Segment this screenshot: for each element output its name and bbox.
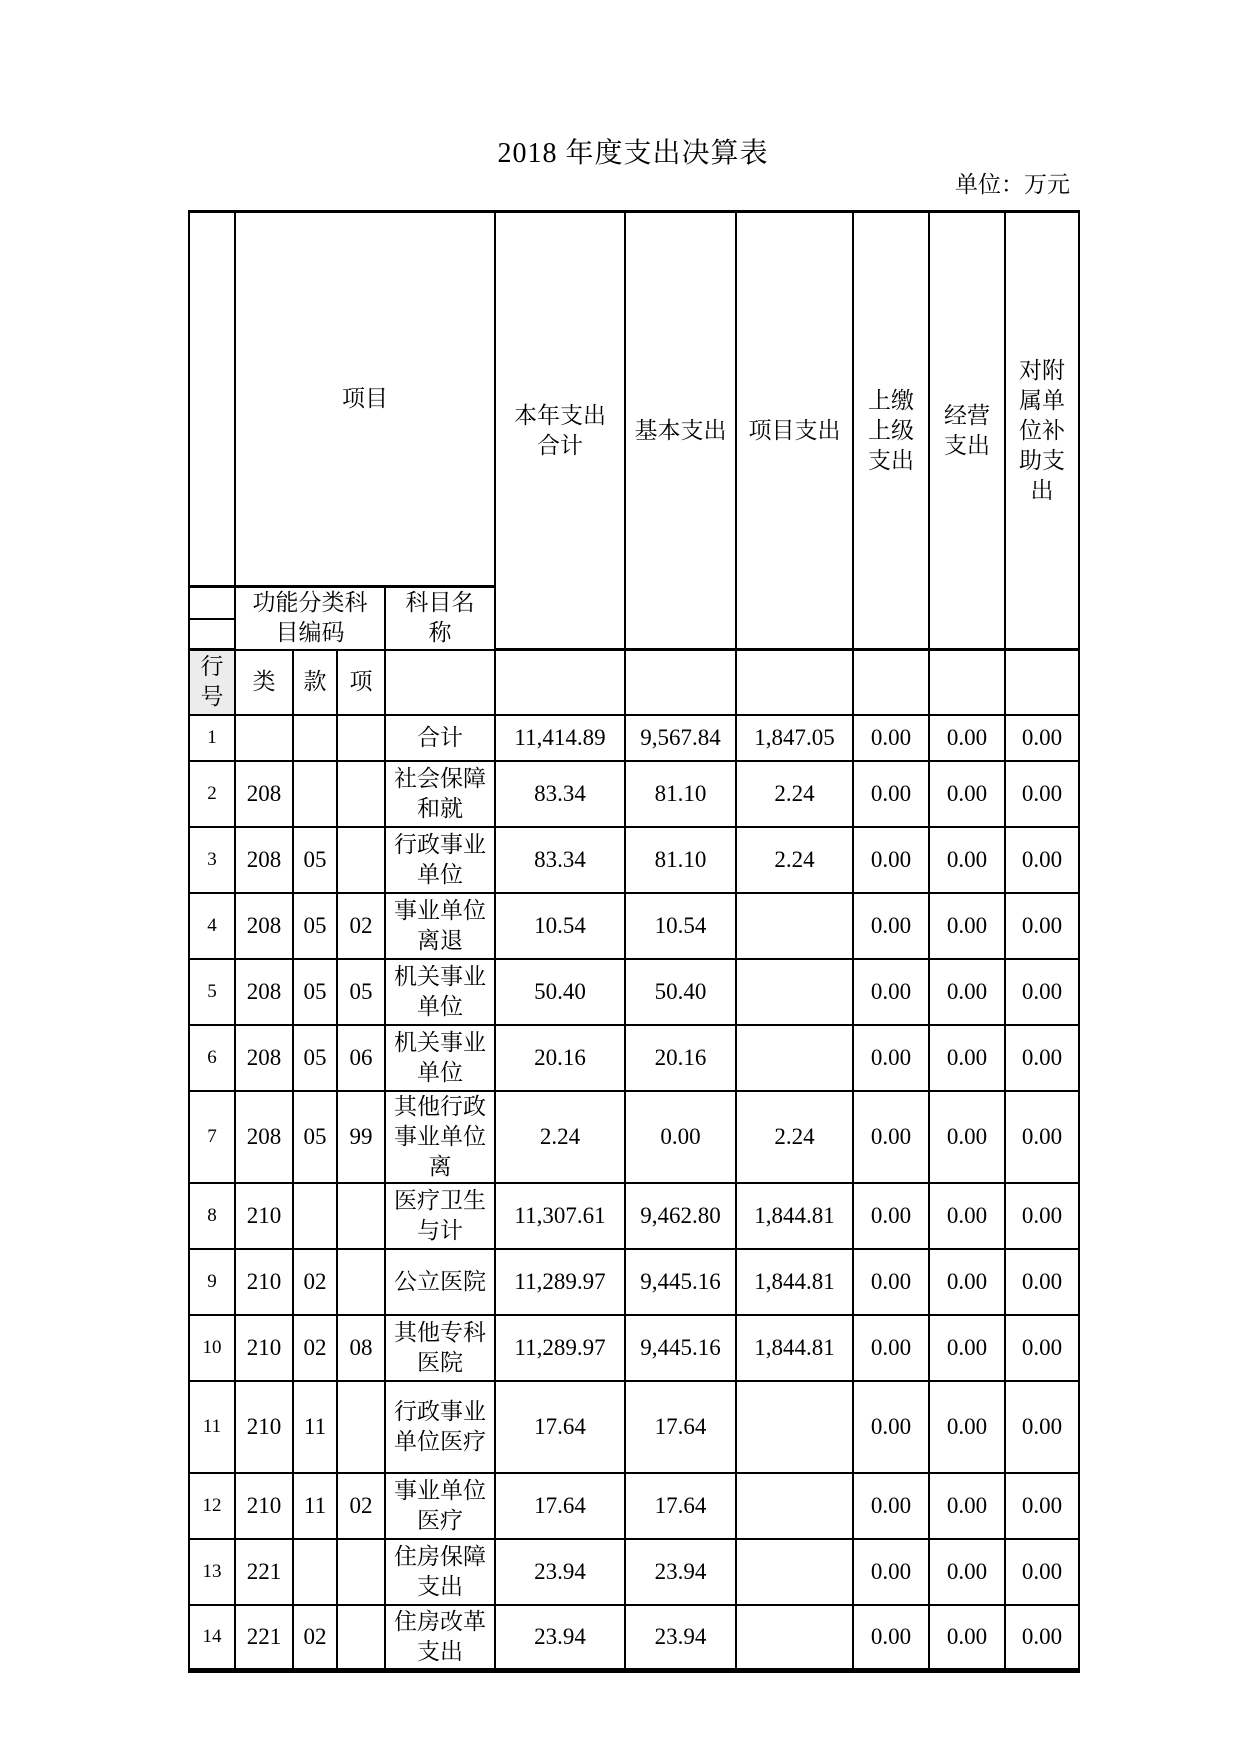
cell-code-xiang <box>337 1605 385 1671</box>
cell-subject-name: 社会保障和就 <box>385 761 495 827</box>
cell-code-lei: 208 <box>235 827 293 893</box>
cell-operating: 0.00 <box>929 1539 1005 1605</box>
cell-line-no: 5 <box>189 959 235 1025</box>
cell-upper-level: 0.00 <box>853 715 929 761</box>
table-row <box>189 1315 1079 1381</box>
cell-basic-expenditure: 10.54 <box>625 893 736 959</box>
cell-code-lei: 208 <box>235 1025 293 1091</box>
cell-upper-level: 0.00 <box>853 1249 929 1315</box>
cell-basic-expenditure: 81.10 <box>625 761 736 827</box>
cell-total-expenditure: 2.24 <box>495 1091 625 1183</box>
cell-code-xiang <box>337 1183 385 1249</box>
expenditure-table <box>188 210 1080 1673</box>
cell-operating: 0.00 <box>929 761 1005 827</box>
table-row <box>189 959 1079 1025</box>
cell-code-kuan: 05 <box>293 1025 337 1091</box>
cell-project-expenditure: 2.24 <box>736 1091 853 1183</box>
cell-basic-expenditure: 50.40 <box>625 959 736 1025</box>
cell-subject-name: 事业单位离退 <box>385 893 495 959</box>
header-spacer <box>189 212 235 587</box>
cell-upper-level: 0.00 <box>853 1381 929 1473</box>
cell-operating: 0.00 <box>929 1183 1005 1249</box>
cell-line-no: 10 <box>189 1315 235 1381</box>
cell-line-no: 12 <box>189 1473 235 1539</box>
cell-operating: 0.00 <box>929 1249 1005 1315</box>
cell-project-expenditure: 2.24 <box>736 827 853 893</box>
cell-project-expenditure: 1,847.05 <box>736 715 853 761</box>
cell-code-xiang <box>337 761 385 827</box>
cell-upper-level: 0.00 <box>853 1025 929 1091</box>
header-row-codes <box>189 650 1079 715</box>
header-row-top <box>189 212 1079 587</box>
cell-total-expenditure: 11,289.97 <box>495 1249 625 1315</box>
cell-subject-name: 住房保障支出 <box>385 1539 495 1605</box>
cell-subsidy: 0.00 <box>1005 1025 1079 1091</box>
cell-line-no: 7 <box>189 1091 235 1183</box>
cell-subject-name: 机关事业单位 <box>385 959 495 1025</box>
cell-code-kuan <box>293 1183 337 1249</box>
cell-upper-level: 0.00 <box>853 1183 929 1249</box>
cell-subsidy: 0.00 <box>1005 1473 1079 1539</box>
cell-subject-name: 机关事业单位 <box>385 1025 495 1091</box>
header-func-code: 功能分类科目编码 <box>235 587 385 650</box>
cell-total-expenditure: 83.34 <box>495 761 625 827</box>
cell-subsidy: 0.00 <box>1005 1315 1079 1381</box>
cell-code-kuan: 11 <box>293 1473 337 1539</box>
cell-basic-expenditure: 23.94 <box>625 1539 736 1605</box>
cell-operating: 0.00 <box>929 1091 1005 1183</box>
cell-total-expenditure: 10.54 <box>495 893 625 959</box>
table-row <box>189 1025 1079 1091</box>
header-project-expenditure: 项目支出 <box>736 212 853 650</box>
table-row <box>189 1091 1079 1183</box>
cell-operating: 0.00 <box>929 1315 1005 1381</box>
cell-code-kuan: 05 <box>293 1091 337 1183</box>
cell-code-kuan <box>293 715 337 761</box>
cell-subject-name: 事业单位医疗 <box>385 1473 495 1539</box>
cell-basic-expenditure: 17.64 <box>625 1381 736 1473</box>
cell-total-expenditure: 17.64 <box>495 1473 625 1539</box>
table-row <box>189 893 1079 959</box>
cell-subsidy: 0.00 <box>1005 1183 1079 1249</box>
cell-line-no: 11 <box>189 1381 235 1473</box>
cell-operating: 0.00 <box>929 959 1005 1025</box>
header-subsidy-expenditure: 对附属单位补助支出 <box>1005 212 1079 650</box>
cell-line-no: 6 <box>189 1025 235 1091</box>
cell-operating: 0.00 <box>929 893 1005 959</box>
table-row <box>189 1473 1079 1539</box>
table-row <box>189 761 1079 827</box>
cell-subsidy: 0.00 <box>1005 1249 1079 1315</box>
cell-code-xiang: 08 <box>337 1315 385 1381</box>
cell-operating: 0.00 <box>929 827 1005 893</box>
cell-upper-level: 0.00 <box>853 1315 929 1381</box>
cell-basic-expenditure: 20.16 <box>625 1025 736 1091</box>
cell-project-expenditure: 2.24 <box>736 761 853 827</box>
cell-code-xiang: 02 <box>337 1473 385 1539</box>
table-row <box>189 1539 1079 1605</box>
cell-upper-level: 0.00 <box>853 1605 929 1671</box>
cell-code-kuan: 02 <box>293 1249 337 1315</box>
cell-total-expenditure: 11,307.61 <box>495 1183 625 1249</box>
cell-subsidy: 0.00 <box>1005 1605 1079 1671</box>
cell-operating: 0.00 <box>929 715 1005 761</box>
table-row <box>189 1183 1079 1249</box>
cell-code-xiang <box>337 827 385 893</box>
cell-line-no: 3 <box>189 827 235 893</box>
cell-basic-expenditure: 0.00 <box>625 1091 736 1183</box>
cell-line-no: 14 <box>189 1605 235 1671</box>
cell-project-expenditure <box>736 1473 853 1539</box>
cell-total-expenditure: 11,414.89 <box>495 715 625 761</box>
cell-total-expenditure: 20.16 <box>495 1025 625 1091</box>
header-spacer <box>189 619 235 650</box>
cell-upper-level: 0.00 <box>853 959 929 1025</box>
header-spacer <box>625 650 736 715</box>
cell-code-xiang <box>337 1249 385 1315</box>
cell-subject-name: 合计 <box>385 715 495 761</box>
header-spacer <box>853 650 929 715</box>
cell-upper-level: 0.00 <box>853 1091 929 1183</box>
header-project: 项目 <box>235 212 495 587</box>
cell-code-lei: 208 <box>235 893 293 959</box>
cell-subject-name: 公立医院 <box>385 1249 495 1315</box>
cell-code-lei: 210 <box>235 1183 293 1249</box>
cell-upper-level: 0.00 <box>853 1473 929 1539</box>
cell-project-expenditure: 1,844.81 <box>736 1249 853 1315</box>
cell-basic-expenditure: 9,462.80 <box>625 1183 736 1249</box>
cell-code-lei: 210 <box>235 1473 293 1539</box>
cell-operating: 0.00 <box>929 1381 1005 1473</box>
cell-project-expenditure <box>736 1381 853 1473</box>
cell-subsidy: 0.00 <box>1005 1539 1079 1605</box>
header-subject-name: 科目名称 <box>385 587 495 650</box>
header-spacer <box>736 650 853 715</box>
cell-total-expenditure: 11,289.97 <box>495 1315 625 1381</box>
cell-line-no: 1 <box>189 715 235 761</box>
cell-basic-expenditure: 17.64 <box>625 1473 736 1539</box>
cell-code-lei: 221 <box>235 1539 293 1605</box>
cell-upper-level: 0.00 <box>853 1539 929 1605</box>
cell-code-kuan: 11 <box>293 1381 337 1473</box>
cell-code-xiang <box>337 715 385 761</box>
header-basic-expenditure: 基本支出 <box>625 212 736 650</box>
cell-subject-name: 医疗卫生与计 <box>385 1183 495 1249</box>
table-row <box>189 1381 1079 1473</box>
cell-code-kuan: 02 <box>293 1315 337 1381</box>
cell-code-xiang: 02 <box>337 893 385 959</box>
cell-subsidy: 0.00 <box>1005 959 1079 1025</box>
cell-subject-name: 住房改革支出 <box>385 1605 495 1671</box>
cell-basic-expenditure: 81.10 <box>625 827 736 893</box>
cell-code-xiang: 99 <box>337 1091 385 1183</box>
header-total-expenditure: 本年支出合计 <box>495 212 625 650</box>
cell-project-expenditure <box>736 1025 853 1091</box>
header-upper-level-expenditure: 上缴上级支出 <box>853 212 929 650</box>
cell-code-lei <box>235 715 293 761</box>
cell-operating: 0.00 <box>929 1605 1005 1671</box>
cell-subsidy: 0.00 <box>1005 1091 1079 1183</box>
header-spacer <box>495 650 625 715</box>
cell-project-expenditure <box>736 1605 853 1671</box>
cell-total-expenditure: 50.40 <box>495 959 625 1025</box>
cell-project-expenditure <box>736 893 853 959</box>
cell-code-xiang: 06 <box>337 1025 385 1091</box>
cell-code-lei: 210 <box>235 1249 293 1315</box>
cell-subject-name: 行政事业单位 <box>385 827 495 893</box>
unit-label: 单位：万元 <box>955 172 1070 197</box>
cell-code-xiang <box>337 1539 385 1605</box>
cell-code-lei: 221 <box>235 1605 293 1671</box>
cell-project-expenditure: 1,844.81 <box>736 1183 853 1249</box>
table-row <box>189 1605 1079 1671</box>
cell-basic-expenditure: 9,567.84 <box>625 715 736 761</box>
cell-project-expenditure <box>736 959 853 1025</box>
cell-total-expenditure: 23.94 <box>495 1539 625 1605</box>
cell-code-lei: 208 <box>235 959 293 1025</box>
cell-subsidy: 0.00 <box>1005 827 1079 893</box>
header-clause: 款 <box>293 650 337 715</box>
cell-project-expenditure: 1,844.81 <box>736 1315 853 1381</box>
header-spacer <box>929 650 1005 715</box>
cell-code-xiang: 05 <box>337 959 385 1025</box>
header-spacer <box>189 587 235 619</box>
cell-code-kuan: 05 <box>293 893 337 959</box>
cell-basic-expenditure: 9,445.16 <box>625 1315 736 1381</box>
cell-subject-name: 其他专科医院 <box>385 1315 495 1381</box>
cell-project-expenditure <box>736 1539 853 1605</box>
cell-code-kuan <box>293 761 337 827</box>
cell-operating: 0.00 <box>929 1473 1005 1539</box>
header-row-no: 行号 <box>189 650 235 715</box>
header-spacer <box>385 650 495 715</box>
cell-subject-name: 其他行政事业单位离 <box>385 1091 495 1183</box>
cell-code-lei: 210 <box>235 1315 293 1381</box>
cell-total-expenditure: 23.94 <box>495 1605 625 1671</box>
cell-code-kuan <box>293 1539 337 1605</box>
cell-code-kuan: 05 <box>293 959 337 1025</box>
cell-code-lei: 208 <box>235 1091 293 1183</box>
cell-line-no: 2 <box>189 761 235 827</box>
cell-upper-level: 0.00 <box>853 893 929 959</box>
cell-code-lei: 208 <box>235 761 293 827</box>
page-title: 2018 年度支出决算表 <box>497 138 769 169</box>
header-item: 项 <box>337 650 385 715</box>
header-spacer <box>1005 650 1079 715</box>
cell-code-kuan: 05 <box>293 827 337 893</box>
cell-line-no: 8 <box>189 1183 235 1249</box>
cell-line-no: 4 <box>189 893 235 959</box>
table-row <box>189 1249 1079 1315</box>
cell-operating: 0.00 <box>929 1025 1005 1091</box>
cell-total-expenditure: 83.34 <box>495 827 625 893</box>
cell-subsidy: 0.00 <box>1005 1381 1079 1473</box>
cell-upper-level: 0.00 <box>853 761 929 827</box>
cell-subsidy: 0.00 <box>1005 715 1079 761</box>
cell-code-lei: 210 <box>235 1381 293 1473</box>
cell-subsidy: 0.00 <box>1005 761 1079 827</box>
cell-line-no: 13 <box>189 1539 235 1605</box>
cell-code-kuan: 02 <box>293 1605 337 1671</box>
cell-subject-name: 行政事业单位医疗 <box>385 1381 495 1473</box>
header-operating-expenditure: 经营支出 <box>929 212 1005 650</box>
table-row <box>189 827 1079 893</box>
table-row <box>189 715 1079 761</box>
cell-subsidy: 0.00 <box>1005 893 1079 959</box>
cell-basic-expenditure: 9,445.16 <box>625 1249 736 1315</box>
cell-total-expenditure: 17.64 <box>495 1381 625 1473</box>
cell-line-no: 9 <box>189 1249 235 1315</box>
cell-code-xiang <box>337 1381 385 1473</box>
cell-upper-level: 0.00 <box>853 827 929 893</box>
cell-basic-expenditure: 23.94 <box>625 1605 736 1671</box>
header-category: 类 <box>235 650 293 715</box>
